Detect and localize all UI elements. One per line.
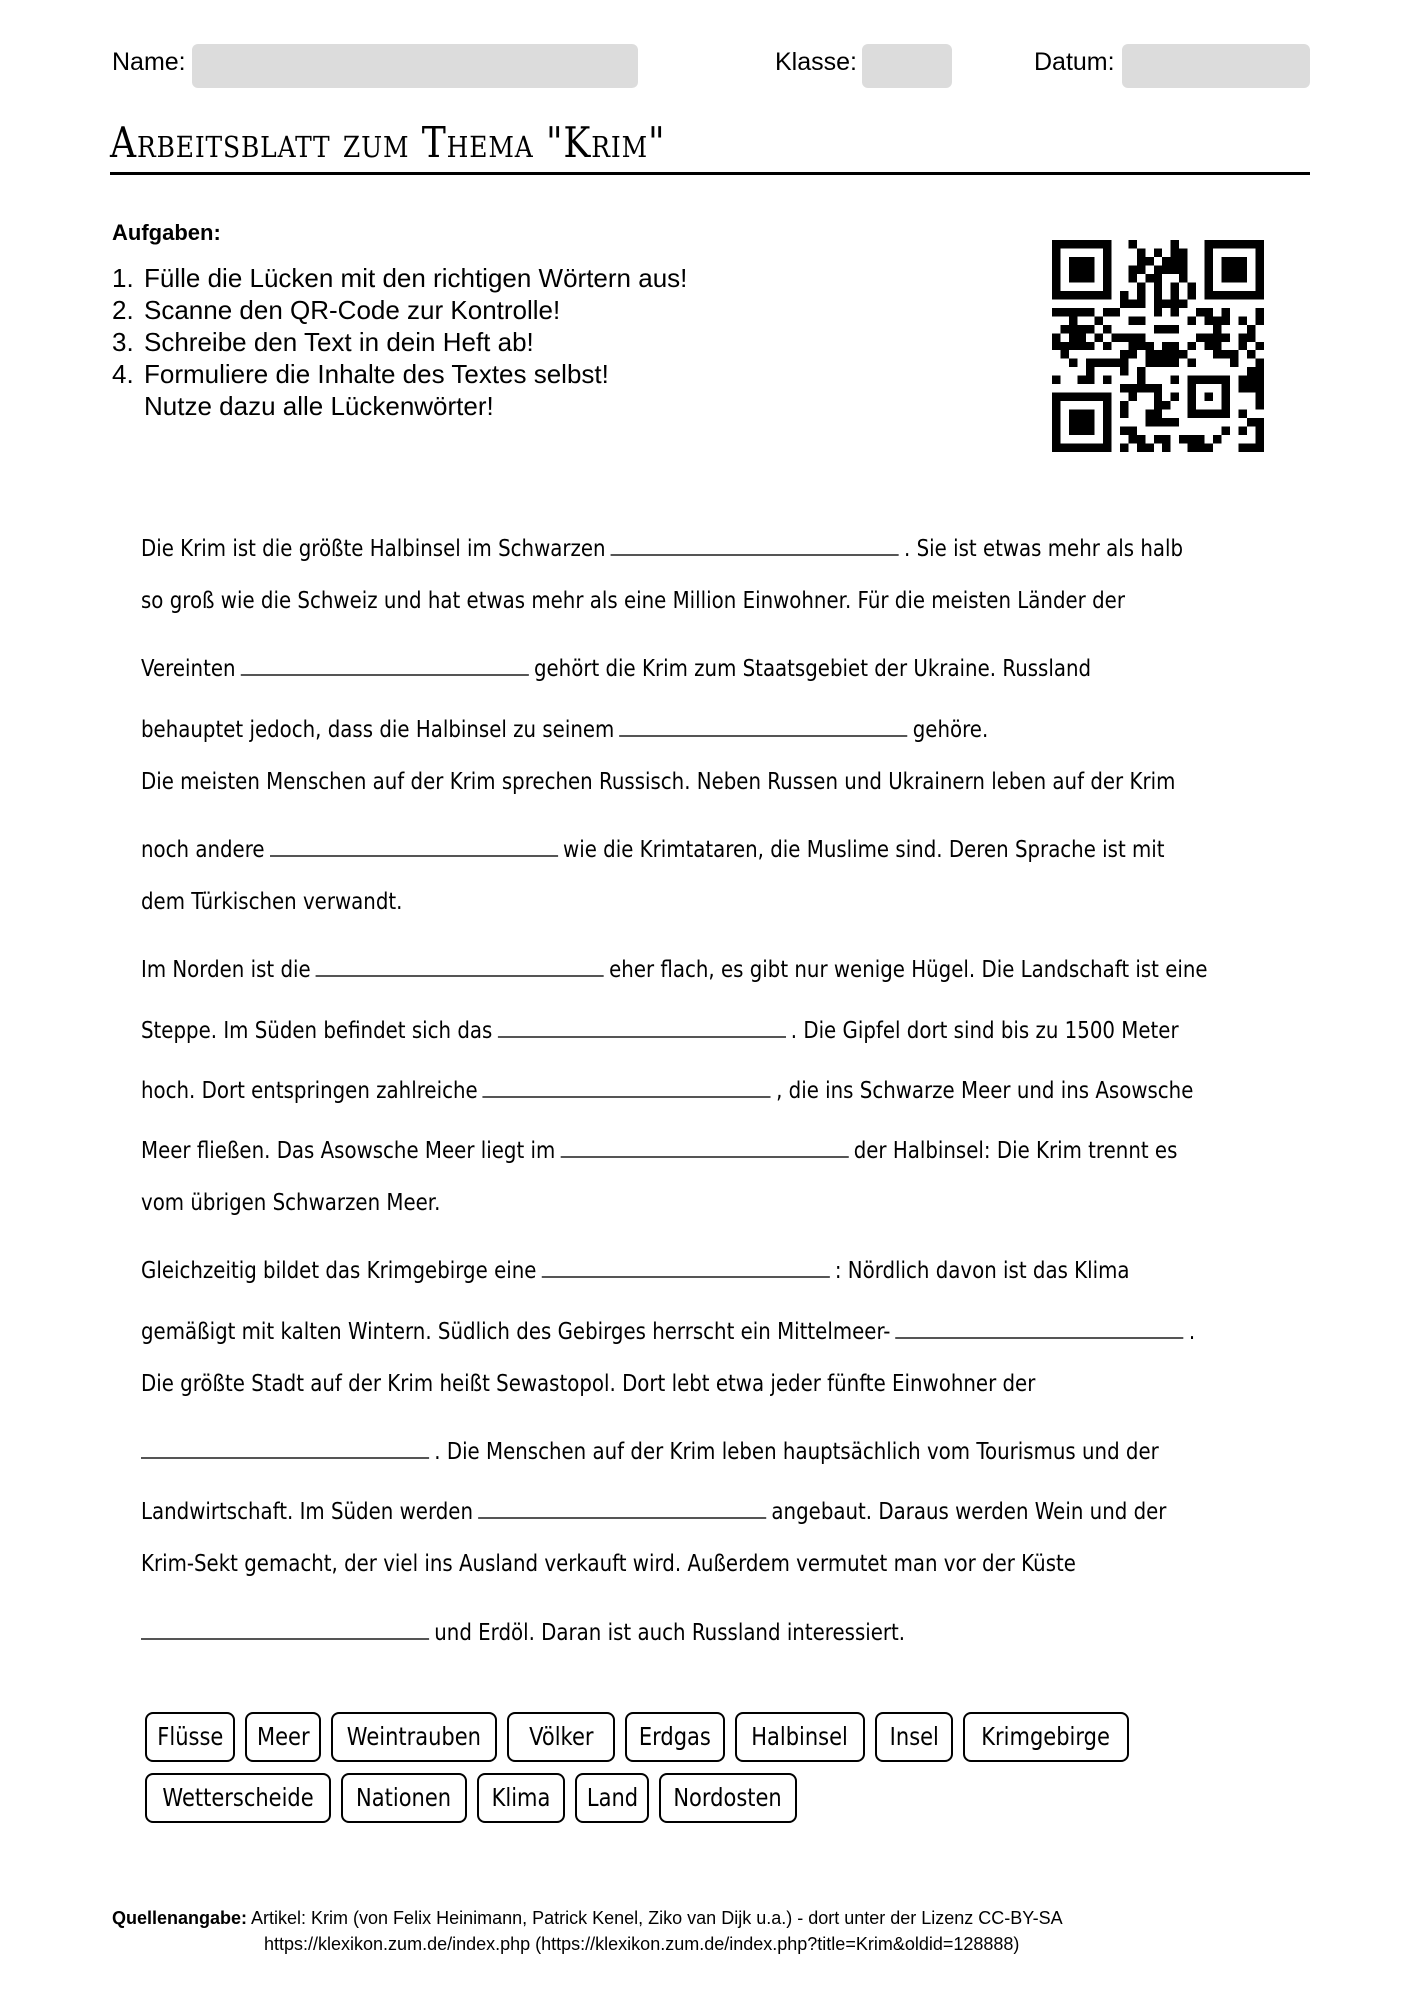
- cloze-text-segment: Krim-Sekt gemacht, der viel ins Ausland verkauft wird. Außerdem vermutet man vor der Küste: [141, 1551, 1076, 1578]
- cloze-text-segment: gehöre.: [912, 716, 989, 743]
- cloze-line: [141, 949, 1208, 983]
- cloze-gap-input[interactable]: [270, 829, 558, 857]
- task-item: 2. Scanne den QR-Code zur Kontrolle!: [112, 295, 561, 325]
- class-label: Klasse:: [775, 48, 857, 76]
- cloze-text-segment: .: [1188, 1318, 1196, 1345]
- cloze-line: [141, 709, 988, 743]
- cloze-gap-input[interactable]: [896, 1311, 1184, 1339]
- cloze-text-segment: Die meisten Menschen auf der Krim sprechen Russisch. Neben Russen und Ukrainern leben auf der Krim: [141, 768, 1176, 795]
- cloze-line: [141, 1612, 905, 1646]
- word-chip-label: Wetterscheide: [162, 1783, 314, 1812]
- cloze-text-segment: noch andere: [141, 837, 265, 863]
- source-text: Artikel: Krim (von Felix Heinimann, Patrick Kenel, Ziko van Dijk u.a.) - dort unter der Lizenz CC-BY-SA: [247, 1908, 1063, 1928]
- cloze-line: [141, 1130, 1177, 1164]
- word-chip[interactable]: [145, 1773, 331, 1823]
- word-chip-label: Land: [586, 1783, 638, 1812]
- word-chip[interactable]: [659, 1773, 797, 1823]
- word-chip-label: Völker: [528, 1722, 594, 1751]
- cloze-text-segment: . Sie ist etwas mehr als halb: [904, 536, 1184, 562]
- word-chip[interactable]: [575, 1773, 649, 1823]
- cloze-text-segment: Die größte Stadt auf der Krim heißt Sewastopol. Dort lebt etwa jeder fünfte Einwohner der: [141, 1370, 1036, 1397]
- cloze-text-segment: Steppe. Im Süden befindet sich das: [141, 1017, 493, 1044]
- task-continuation: Nutze dazu alle Lückenwörter!: [144, 391, 494, 421]
- cloze-line: [141, 1190, 440, 1216]
- cloze-gap-input[interactable]: [619, 709, 907, 737]
- cloze-line: [141, 1551, 1076, 1577]
- name-label: Name:: [112, 48, 186, 76]
- word-chip-label: Halbinsel: [751, 1722, 849, 1751]
- class-field[interactable]: [862, 44, 952, 88]
- word-chip-label: Insel: [889, 1722, 939, 1751]
- cloze-text-segment: dem Türkischen verwandt.: [141, 889, 403, 916]
- word-chip[interactable]: [625, 1712, 725, 1762]
- cloze-text-segment: wie die Krimtataren, die Muslime sind. Deren Sprache ist mit: [563, 837, 1165, 863]
- cloze-line: [141, 1010, 1179, 1044]
- cloze-text-segment: hoch. Dort entspringen zahlreiche: [141, 1077, 478, 1104]
- cloze-line: [141, 528, 1183, 562]
- cloze-text-segment: gehört die Krim zum Staatsgebiet der Ukraine. Russland: [533, 656, 1092, 683]
- word-chip[interactable]: [735, 1712, 865, 1762]
- cloze-gap-input[interactable]: [141, 1612, 429, 1640]
- word-chip-label: Erdgas: [638, 1722, 712, 1751]
- cloze-text-segment: angebaut. Daraus werden Wein und der: [771, 1499, 1167, 1526]
- cloze-text-segment: so groß wie die Schweiz und hat etwas mehr als eine Million Einwohner. Für die meisten Länder der: [141, 588, 1125, 615]
- cloze-text-segment: behauptet jedoch, dass die Halbinsel zu seinem: [141, 716, 615, 743]
- cloze-line: [141, 648, 1091, 682]
- cloze-text-segment: und Erdöl. Daran ist auch Russland interessiert.: [434, 1619, 906, 1646]
- name-field[interactable]: [192, 44, 638, 88]
- cloze-text-segment: Die Krim ist die größte Halbinsel im Schwarzen: [141, 536, 606, 562]
- word-chip-label: Meer: [256, 1722, 310, 1751]
- cloze-text-segment: Gleichzeitig bildet das Krimgebirge eine: [141, 1258, 537, 1285]
- cloze-text-segment: Vereinten: [141, 656, 236, 683]
- cloze-gap-input[interactable]: [483, 1070, 771, 1098]
- cloze-line: [141, 769, 1175, 795]
- cloze-gap-input[interactable]: [316, 949, 604, 977]
- cloze-text-segment: : Nördlich davon ist das Klima: [834, 1258, 1130, 1285]
- word-chip-label: Weintrauben: [346, 1722, 482, 1751]
- cloze-text-segment: . Die Menschen auf der Krim leben hauptsächlich vom Tourismus und der: [434, 1439, 1159, 1465]
- word-chip[interactable]: [477, 1773, 565, 1823]
- cloze-text-segment: der Halbinsel: Die Krim trennt es: [853, 1138, 1178, 1164]
- cloze-gap-input[interactable]: [141, 1431, 429, 1459]
- cloze-line: [141, 829, 1165, 863]
- qr-code-icon[interactable]: [1052, 240, 1264, 452]
- cloze-line: [141, 1311, 1195, 1345]
- word-chip[interactable]: [963, 1712, 1129, 1762]
- word-chip[interactable]: [331, 1712, 497, 1762]
- cloze-line: [141, 1250, 1130, 1284]
- cloze-text-segment: Meer fließen. Das Asowsche Meer liegt im: [141, 1138, 556, 1164]
- cloze-gap-input[interactable]: [478, 1491, 766, 1519]
- cloze-gap-input[interactable]: [241, 648, 529, 676]
- date-field[interactable]: [1122, 44, 1310, 88]
- cloze-text-segment: . Die Gipfel dort sind bis zu 1500 Meter: [790, 1017, 1179, 1044]
- cloze-text-segment: vom übrigen Schwarzen Meer.: [141, 1190, 441, 1217]
- word-chip[interactable]: [245, 1712, 321, 1762]
- cloze-gap-input[interactable]: [560, 1130, 848, 1158]
- task-item: 1. Fülle die Lücken mit den richtigen Wörtern aus!: [112, 263, 688, 293]
- date-label: Datum:: [1034, 48, 1115, 76]
- tasks-heading: Aufgaben:: [112, 220, 221, 245]
- cloze-gap-input[interactable]: [611, 528, 899, 556]
- cloze-text-segment: eher flach, es gibt nur wenige Hügel. Die Landschaft ist eine: [609, 957, 1208, 984]
- word-chip[interactable]: [507, 1712, 615, 1762]
- cloze-line: [141, 889, 402, 915]
- cloze-line: [141, 588, 1125, 614]
- word-chip-label: Nordosten: [673, 1783, 783, 1812]
- word-chip[interactable]: [875, 1712, 953, 1762]
- cloze-text-segment: Landwirtschaft. Im Süden werden: [141, 1499, 474, 1526]
- cloze-line: [141, 1371, 1035, 1397]
- cloze-text-segment: , die ins Schwarze Meer und ins Asowsche: [776, 1077, 1194, 1104]
- cloze-line: [141, 1070, 1193, 1104]
- source-url: https://klexikon.zum.de/index.php (https://klexikon.zum.de/index.php?title=Krim&oldid=128888): [264, 1934, 1020, 1954]
- cloze-text-segment: Im Norden ist die: [141, 957, 311, 984]
- cloze-line: [141, 1491, 1166, 1525]
- cloze-line: [141, 1431, 1159, 1465]
- word-chip-label: Klima: [491, 1783, 551, 1812]
- word-chip[interactable]: [145, 1712, 235, 1762]
- word-chip-label: Krimgebirge: [981, 1722, 1111, 1751]
- word-chip-label: Nationen: [356, 1783, 452, 1812]
- title-divider: [110, 172, 1310, 175]
- task-item: 3. Schreibe den Text in dein Heft ab!: [112, 327, 534, 357]
- task-list: [112, 262, 687, 422]
- page-title: Arbeitsblatt zum Thema "Krim": [110, 118, 666, 167]
- task-item: 4. Formuliere die Inhalte des Textes selbst!: [112, 359, 609, 389]
- cloze-gap-input[interactable]: [542, 1250, 830, 1278]
- source-label: Quellenangabe:: [112, 1908, 248, 1928]
- word-chip[interactable]: [341, 1773, 467, 1823]
- word-chip-label: Flüsse: [156, 1722, 224, 1751]
- source-note: [112, 1905, 1063, 1957]
- cloze-text-segment: gemäßigt mit kalten Wintern. Südlich des Gebirges herrscht ein Mittelmeer-: [141, 1318, 891, 1345]
- cloze-gap-input[interactable]: [497, 1010, 785, 1038]
